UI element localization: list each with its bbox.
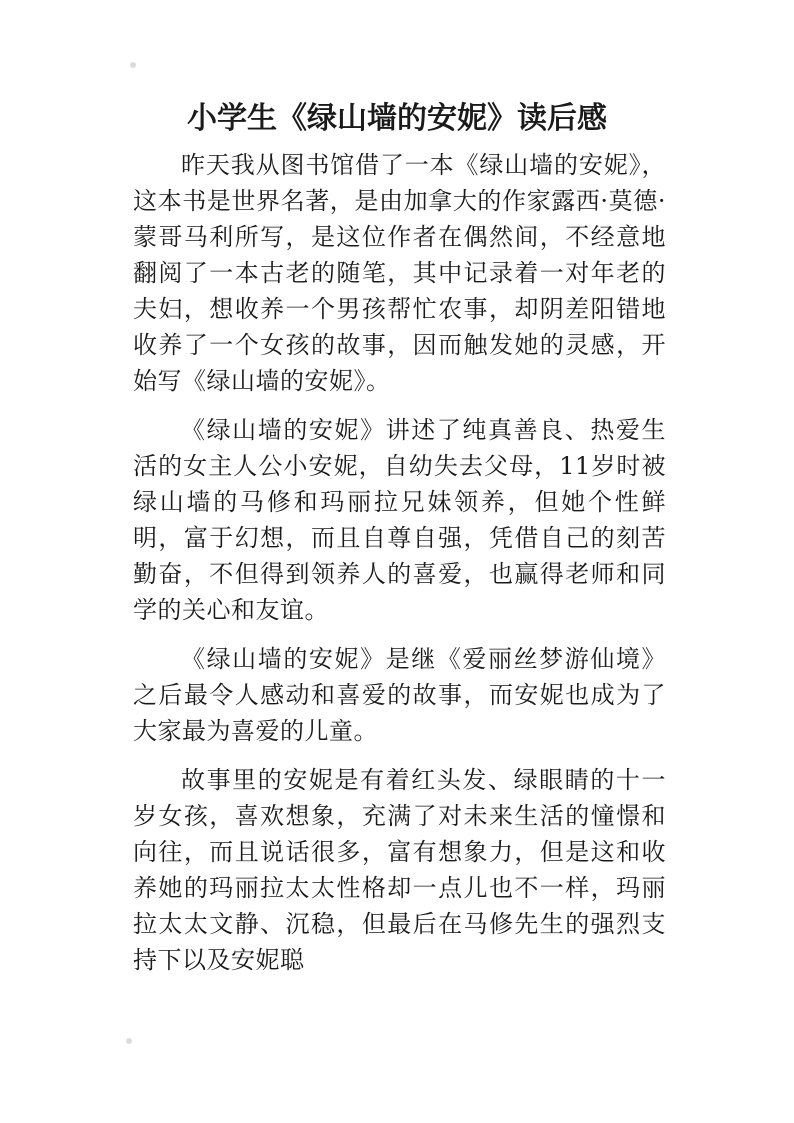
document-title: 小学生《绿山墙的安妮》读后感 (187, 101, 607, 136)
page-corner-mark (130, 62, 136, 68)
document-body (133, 147, 666, 991)
page-corner-mark (126, 1038, 132, 1044)
paragraph: 《绿山墙的安妮》讲述了纯真善良、热爱生活的女主人公小安妮，自幼失去父母，11岁时被绿山墙的马修和玛丽拉兄妹领养，但她个性鲜明，富于幻想，而且自尊自强，凭借自己的刻苦勤奋，不但得到领养人的喜爱，也赢得老师和同学的关心和友谊。 (133, 416, 666, 624)
paragraph: 《绿山墙的安妮》是继《爱丽丝梦游仙境》之后最令人感动和喜爱的故事，而安妮也成为了大家最为喜爱的儿童。 (133, 645, 666, 745)
paragraph: 昨天我从图书馆借了一本《绿山墙的安妮》，这本书是世界名著，是由加拿大的作家露西·莫德·蒙哥马利所写，是这位作者在偶然间，不经意地翻阅了一本古老的随笔，其中记录着一对年老的夫妇，想收养一个男孩帮忙农事，却阴差阳错地收养了一个女孩的故事，因而触发她的灵感，开始写《绿山墙的安妮》。 (133, 151, 666, 395)
paragraph: 故事里的安妮是有着红头发、绿眼睛的十一岁女孩，喜欢想象，充满了对未来生活的憧憬和向往，而且说话很多，富有想象力，但是这和收养她的玛丽拉太太性格却一点儿也不一样，玛丽拉太太文静、沉稳，但最后在马修先生的强烈支持下以及安妮聪 (133, 766, 666, 974)
